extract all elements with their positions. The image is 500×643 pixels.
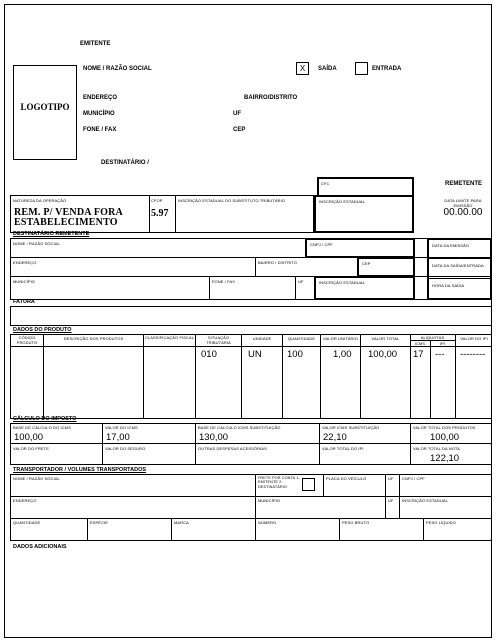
col-div-6 — [320, 334, 321, 419]
dates-line-2 — [429, 278, 490, 279]
transp-endereco-label: ENDEREÇO — [13, 498, 37, 503]
dest-fone-label: FONE / FAX — [212, 279, 236, 284]
imposto-title: CÁLCULO DO IMPOSTO — [13, 416, 77, 422]
imposto-div-2 — [195, 423, 196, 465]
transp-div-marca — [171, 518, 172, 541]
dest-dates-box — [427, 238, 492, 300]
emitente-municipio-label: MUNICÍPIO — [83, 111, 115, 117]
dest-line-2 — [10, 276, 492, 277]
dest-cnpj-label: CNPJ / CPF — [310, 242, 333, 247]
base-icms-value: 100,00 — [14, 432, 44, 443]
valor-icms-label: VALOR DO ICMS — [105, 425, 138, 430]
col-total-header: VALOR TOTAL — [371, 336, 400, 341]
transp-especie-label: ESPÉCIE — [90, 520, 109, 525]
col-classificacao-header: CLASSIFICAÇÃO FISCAL — [144, 335, 195, 340]
dest-cep-box — [357, 257, 415, 277]
entrada-label: ENTRADA — [372, 66, 402, 72]
transp-ie-label: INSCRIÇÃO ESTADUAL — [402, 498, 448, 503]
transp-div-peso-bruto — [339, 518, 340, 541]
saida-check-mark: X — [299, 64, 306, 73]
dest-bairro-label: BAIRRO / DISTRITO — [258, 260, 297, 265]
transp-nome-label: NOME / RAZÃO SOCIAL — [13, 476, 60, 481]
destinatario-label: DESTINATÁRIO / — [101, 160, 149, 166]
cfc-label: CFC — [321, 181, 330, 186]
dest-title: DESTINATÁRIO REMETENTE — [13, 231, 90, 237]
row-total: 100,00 — [368, 349, 398, 360]
produtos-title: DADOS DO PRODUTO — [13, 327, 72, 333]
row-situacao: 010 — [201, 349, 217, 360]
dest-divider-uf — [295, 276, 296, 300]
dest-endereco-label: ENDEREÇO — [13, 260, 37, 265]
saida-checkbox[interactable] — [296, 62, 309, 75]
total-prod-label: VALOR TOTAL DOS PRODUTOS — [413, 425, 476, 430]
valor-subst-label: VALOR ICMS SUBSTITUIÇÃO — [322, 425, 380, 430]
dest-cep-label: CEP — [362, 261, 371, 266]
imposto-mid-line — [10, 443, 492, 444]
base-subst-value: 130,00 — [199, 432, 229, 443]
imposto-div-1 — [102, 423, 103, 465]
row-aliq-icms: 17 — [413, 349, 424, 360]
col-unitario-header: VALOR UNITÁRIO — [323, 336, 358, 341]
col-div-2 — [143, 334, 144, 419]
transp-div-uf2 — [385, 496, 386, 518]
seguro-label: VALOR DO SEGURO — [105, 446, 146, 451]
transp-div-ie — [399, 496, 400, 518]
transp-uf-label: UF — [388, 476, 394, 481]
transp-div-especie — [87, 518, 88, 541]
dest-cnpj-box — [305, 238, 415, 258]
transp-quantidade-label: QUANTIDADE — [13, 520, 41, 525]
col-codigo-header: CÓDIGO PRODUTO — [16, 335, 38, 345]
transp-peso-liquido-label: PESO LÍQUIDO — [426, 520, 456, 525]
row-aliq-ipi: --- — [435, 349, 445, 360]
transp-div-numero — [255, 518, 256, 541]
col-unidade-header: UNIDADE — [252, 336, 272, 341]
ie-subst-label: INSCRIÇÃO ESTADUAL DO SUBSTITUTO TRIBUTÁRIO — [178, 198, 286, 203]
natureza-value: REM. P/ VENDA FORA ESTABELECIMENTO — [14, 207, 123, 228]
transp-cnpj-label: CNPJ / CPF — [402, 476, 425, 481]
dest-municipio-label: MUNICÍPIO — [13, 279, 36, 284]
transp-municipio-label: MUNICÍPIO — [258, 498, 281, 503]
produtos-header-line — [10, 346, 492, 347]
dest-divider-bairro — [255, 257, 256, 276]
transp-div-placa — [323, 474, 324, 496]
transp-div-uf — [385, 474, 386, 496]
transp-line-1 — [10, 496, 492, 497]
transp-peso-bruto-label: PESO BRUTO — [342, 520, 370, 525]
col-div-aliq — [430, 340, 431, 419]
col-aliq-icms-header: ICMS — [414, 341, 426, 346]
dest-area — [10, 238, 492, 300]
row-unidade: UN — [248, 349, 262, 360]
dest-divider-fone — [209, 276, 210, 300]
transp-div-cnpj — [399, 474, 400, 496]
transportador-title: TRANSPORTADOR / VOLUMES TRANSPORTADOS — [13, 467, 147, 473]
transp-marca-label: MARCA — [174, 520, 189, 525]
valor-icms-value: 17,00 — [106, 432, 130, 443]
remetente-label: REMETENTE — [445, 181, 483, 187]
transp-uf2-label: UF — [388, 498, 394, 503]
data-saida-label: DATA DA SAÍDA/ENTRADA — [432, 263, 484, 268]
transportador-box — [10, 474, 492, 541]
transp-div-peso-liquido — [423, 518, 424, 541]
outras-label: OUTRAS DESPESAS ACESSÓRIAS — [198, 446, 267, 451]
transp-placa-label: PLACA DO VEÍCULO — [326, 476, 367, 481]
cfc-box — [317, 177, 414, 197]
col-aliq-ipi-header: IPI — [439, 341, 446, 346]
imposto-div-4 — [410, 423, 411, 465]
transp-div-frete — [255, 474, 256, 496]
col-div-1 — [43, 334, 44, 419]
row-valor-ipi: -------- — [460, 349, 486, 360]
col-quantidade-header: QUANTIDADE — [287, 336, 316, 341]
row-unitario: 1,00 — [333, 349, 352, 360]
natureza-label: NATUREZA DA OPERAÇÃO — [13, 198, 67, 203]
entrada-checkbox[interactable] — [355, 62, 368, 75]
logo-text: LOGOTIPO — [20, 102, 70, 112]
invoice-form — [4, 4, 492, 638]
frete-label: VALOR DO FRETE — [13, 446, 49, 451]
imposto-div-3 — [319, 423, 320, 465]
col-valor-ipi-header: VALOR DO IPI — [460, 336, 488, 341]
total-nota-label: VALOR TOTAL DA NOTA — [413, 446, 460, 451]
ie-label: INSCRIÇÃO ESTADUAL — [319, 199, 365, 204]
col-situacao-header: SITUAÇÃO TRIBUTÁRIA — [206, 335, 231, 345]
dates-line-1 — [429, 258, 490, 259]
valor-subst-value: 22,10 — [323, 432, 347, 443]
emitente-endereco-label: ENDEREÇO — [83, 95, 118, 101]
col-div-3 — [195, 334, 196, 419]
row-quantidade: 100 — [287, 349, 303, 360]
fatura-title: FATURA — [13, 299, 35, 305]
base-subst-label: BASE DE CÁLCULO ICMS SUBSTITUIÇÃO — [198, 425, 281, 430]
transp-div-municipio — [255, 496, 256, 518]
emitente-fone-label: FONE / FAX — [83, 127, 117, 133]
col-div-8 — [410, 334, 411, 419]
transp-frete-label: FRETE POR CONTA 1-EMITENTE 2-DESTINATÁRIO — [258, 476, 300, 489]
logo-box — [13, 65, 77, 160]
col-div-9 — [455, 334, 456, 419]
cfop-value: 5.97 — [151, 208, 169, 219]
saida-label: SAÍDA — [318, 66, 337, 72]
dest-uf-label: UF — [298, 279, 304, 284]
transp-line-2 — [10, 518, 492, 519]
adicionais-title: DADOS ADICIONAIS — [13, 544, 67, 550]
ie-box — [314, 195, 414, 233]
emitente-cep-label: CEP — [233, 127, 246, 133]
dest-line-1 — [10, 257, 492, 258]
emitente-heading: EMITENTE — [80, 41, 111, 47]
data-emissao-label: DATA DA EMISSÃO — [432, 243, 470, 248]
base-icms-label: BASE DE CÁLCULO DO ICMS — [13, 425, 71, 430]
total-ipi-label: VALOR TOTAL DO IPI — [322, 446, 364, 451]
total-nota-value: 122,10 — [430, 453, 460, 464]
col-div-7 — [360, 334, 361, 419]
emitente-uf-label: UF — [233, 111, 241, 117]
col-div-4 — [241, 334, 242, 419]
col-descricao-header: DESCRIÇÃO DOS PRODUTOS — [63, 336, 124, 341]
frete-checkbox[interactable] — [302, 478, 315, 491]
emitente-bairro-label: BAIRRO/DISTRITO — [244, 95, 298, 101]
data-limite-label: DATA LIMITE PARA EMISSÃO — [444, 198, 482, 208]
fatura-box — [10, 306, 492, 326]
transp-numero-label: NÚMERO — [258, 520, 277, 525]
col-div-5 — [282, 334, 283, 419]
emitente-nome-label: NOME / RAZÃO SOCIAL — [83, 66, 152, 72]
data-limite-value: 00.00.00 — [443, 207, 483, 218]
dest-nome-label: NOME / RAZÃO SOCIAL — [13, 241, 60, 246]
col-aliquotas-header: ALÍQUOTAS — [420, 335, 445, 340]
total-prod-value: 100,00 — [430, 432, 460, 443]
cfop-label: CFOP — [151, 198, 163, 203]
dest-ie-box — [314, 276, 415, 300]
hora-saida-label: HORA DA SAÍDA — [432, 283, 465, 288]
dest-ie-label: INSCRIÇÃO ESTADUAL — [319, 280, 365, 285]
